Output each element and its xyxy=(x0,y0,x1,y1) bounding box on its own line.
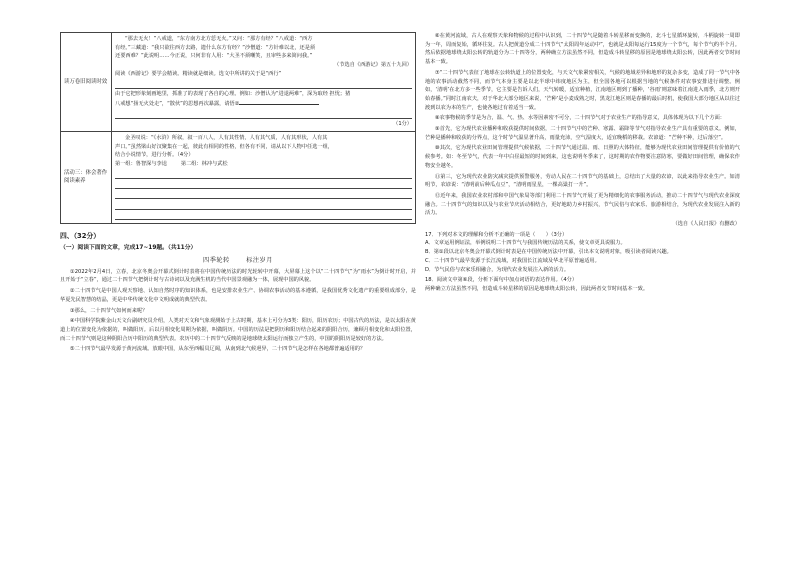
answer-line[interactable] xyxy=(115,180,412,189)
article-paragraph: ⑧农事物候的季节是为合，温、气、热、水等因素密不可分，二十四节气对于农业生产的指导意义，具体体现为以下几个方面： xyxy=(435,115,725,122)
article-paragraph: ⑪第三，它为现代农业防灾减灾提供预警服务，劳动人民在二十四节气的基础上，总结出了大量的农谚，以此来指导农业生产。如清明节，农谚说：“清明前后种瓜点豆”，“清明雨星星，一棵高粱打一升”。 xyxy=(425,173,740,189)
article-source: （选自《人民日报》有删改） xyxy=(672,221,740,228)
group-one: 第一组：鲁智深与李逵 xyxy=(115,161,167,168)
article-title-main: 四季轮转 xyxy=(203,256,230,264)
text-line: 结合小说情节，进行分析。（4分） xyxy=(115,152,194,159)
question-17-option[interactable]: A．文章运用例证法，举例说明二十四节气与我国传统历法的关系，使文章更具说服力。 xyxy=(425,240,626,247)
activity-label-analysis: 活动三：体会著作阅读素养 xyxy=(61,132,112,224)
article-paragraph: ⑨首先，它为现代农业播种和收获提供时间依据，二十四节气中的芒种、寒露、霜降等节气对指导农业生产具有重要的意义。例如，芒种是播种和收获的分界点，这个时节气温显著升高，雨量充沛，空气湿度大，适宜晚稻的移栽。农谚道：“芒种不种，过后落空”。 xyxy=(425,126,740,141)
article-title xyxy=(60,255,416,264)
answer-line[interactable] xyxy=(115,200,412,209)
activity-content-analysis xyxy=(112,132,416,224)
activity-label-reading: 读万卷旧阅读时效 xyxy=(61,33,112,132)
question-17: 17．下列对本文的理解和分析不正确的一项是（ ）（3分） xyxy=(425,231,568,238)
activity-table xyxy=(60,32,416,224)
article-paragraph: ⑥在黄河流域，古人在观察天象和物候的过程中认识到，二十四节气是随着斗转星移而变换的，北斗七星循环旋转，斗柄旋转一周即为一年，周而复始，循环往复。古人把黄道分成二十四节气“太阳周年运动中”，也就是太阳每运行15度为一个节气，每个节气约半个月。然后依据地球绕太阳公转的轨道分为二十四等分，两种确立方法虽然不同，但造成斗转星移的原因是地球绕太阳公转，因此两者交节时间基本一致。 xyxy=(425,33,740,66)
text-line: 有经。”三藏道：“我只欲往西方去路，遗什么东方有经？”沙僧道：“方针难以北，还是须 xyxy=(115,44,316,51)
group-options xyxy=(115,160,412,169)
answer-blank[interactable] xyxy=(239,98,319,105)
left-column xyxy=(60,32,416,354)
question-17-option[interactable]: C．二十四节气最早发源于长江流域，对我国长江流域及华北平原普遍适用。 xyxy=(425,257,600,264)
question-18: 18．阅读文中第⑥段，分析下面句中加点词语的表达作用。（4分） xyxy=(425,277,578,284)
question-17-option[interactable]: B．第①段以北京冬奥会开幕式倒计时表是在中国传统历法中开幕，引出本文说明对象，吸引读者阅读兴趣。 xyxy=(425,249,672,256)
activity-row-reading xyxy=(61,33,416,132)
answer-line[interactable] xyxy=(115,190,412,199)
question-18-quote: 两种确立方法虽然不同，但造成斗转星移的原因是地球绕太阳公转，因此两者交节时间基本一致。 xyxy=(425,285,649,292)
section-heading: 四、（32分） xyxy=(60,231,101,240)
text-line: 声口。”虽然梁山好汉聚集在一起，彼此有相同的性格，但各有不同，请从以下人物中任选一组， xyxy=(115,143,333,150)
article-paragraph: ②二十四节气是中国人观天察地、认知自然时序的知识体系，也是安排农业生产、协调农事活动的基本遵循，是我国优秀文化遗产的重要组成部分，是华夏先民智慧的结晶，更是中华传统文化中文明成就的典型代表。 xyxy=(60,288,416,303)
text-line: 由于它把形象刻画地里，抓准了的表现了各自的心理。例如：沙僧认为“进退两难”，深为取经 担忧；猪 xyxy=(115,90,351,97)
text-line xyxy=(115,98,412,109)
article-paragraph: ③那么，二十四节气如何而来呢？ xyxy=(70,307,148,314)
group-two: 第二组：林冲与武松 xyxy=(180,161,228,168)
question-17-option[interactable]: D．节气民俗与农家乐相融合，为现代农业发展注入新的活力。 xyxy=(425,266,570,273)
activity-row-analysis xyxy=(61,132,416,224)
text-line: 金圣叹说：“《水浒》所叙，叙一百八人，人有其性情，人有其气质，人有其形状，人有其 xyxy=(125,135,328,141)
text-line: 还要西难？”此说明……今正说，只何非有人用：“大圣不须嘲笑，且审些多来简问我。” xyxy=(115,53,313,60)
subsection-heading: （一）阅读下面的文章，完成17~19题。（共11分） xyxy=(60,244,197,251)
article-paragraph: ①2022年2月4日，立春，北京冬奥会开幕式倒计时表将在中国传统历法的时光轮转中开幕，大屏幕上这个以“二十四节气”为“雨水”为倒计时开启，并且开始于“立春”，通过二十四节气把倒计时与古诗词以及充满生机的当代中国景观融为一体，展现中国的风貌。 xyxy=(60,268,416,284)
score-label: （1分） xyxy=(393,121,412,128)
text-fragment: 八戒想“扬无火处走”，“散伙”的思想再次暴露，请悟② xyxy=(115,101,240,108)
text-line: “那去无火！”八戒道，“东方南方北方恁无火。”又问：“那方有经？”八戒道：“西方 xyxy=(125,36,313,42)
answer-line[interactable] xyxy=(115,211,412,220)
answer-line[interactable] xyxy=(115,110,412,119)
text-line: 阅读《西游记》要学会精读。精读就是细读。选文中所讲的关于是“西行” xyxy=(115,70,282,77)
answer-line[interactable] xyxy=(115,170,412,179)
answer-line[interactable] xyxy=(115,80,412,89)
article-title-sub: 标注岁月 xyxy=(246,256,273,264)
source-line: （节选自《西游记》第五十九回） xyxy=(334,62,412,69)
article-paragraph: ④中国科学院紫金山天文台副研究员介绍，人类对天文和气象观测始于上古时期，基本上可分为3类：阳历，阳历农历；中国古代的历法，是以太阳在黄道上的位置变化为依据的，叫做阳历。后以月相变化周期为依据，叫做阴历。中国的历法是把阴历和阳历结合起来的阴阳合历，兼顾月相变化和太阳位置，而二十四节气则是这种阴阳合历中阳历的典型代表。农历中的二十四节气反映的是地球绕太阳运行而独立产生的，中国的阴阳历是较好的方法。 xyxy=(60,318,416,342)
activity-content-reading xyxy=(112,33,416,132)
article-paragraph: ⑤二十四节气最早发源于黄河流域。放眼中国，从东至西幅员辽阔，从南到北气候迥异，二十四节气是怎样在各地都普遍适用的？ xyxy=(70,346,366,353)
article-paragraph: ⑩其次，它为现代农业田间管理提供气候依据，二十四节气通过温、雨、日照的大体特征，能够为现代农业田间管理提供有价值的气候参考。如：冬至节气，代表一年中白昼最短的时间到来，这也说明冬季来了，这时期的农作物要注意防寒，要做好田间管理，确保农作物安全越冬。 xyxy=(425,145,740,169)
right-column xyxy=(425,32,740,294)
article-paragraph: ⑦“二十四节气表征了地球在公转轨道上的位置变化，与天文气象紧密相关，气候的地域差异和地形的复杂多变，造成了同一节气中各地的农事活动截然不同，而节气本身主要是以北半球中纬度地区为主，但全国各地可以根据当地的气候条件对农事安排进行调整。例如，‘清明’在北方多一些季节，它主要是告诉人们，天气转暖，适宜种植，江南地区则到了播种，‘谷雨’则意味着江南进入雨季，北方则开始春播。”同时江南农夫，对于华北大部分地区来说，‘芒种’是小麦成熟之时，黑龙江地区则是春播的最后时机，使我国大部分地区从以往过渡到以农为本的生产，也使各地过有着适当一致。 xyxy=(425,69,740,111)
article-paragraph: ⑫近年来，我国农业农村部和中国气象局等部门利用二十四节气开展了更为精细化的农事服务活动，推动二十四节气与现代农业深度融合。二十四节气的知识以及与农业节庆活动相结合，更好地助力乡村振兴，节气民俗与农家乐、旅游相结合，为现代农业发展注入新的活力。 xyxy=(425,192,740,217)
